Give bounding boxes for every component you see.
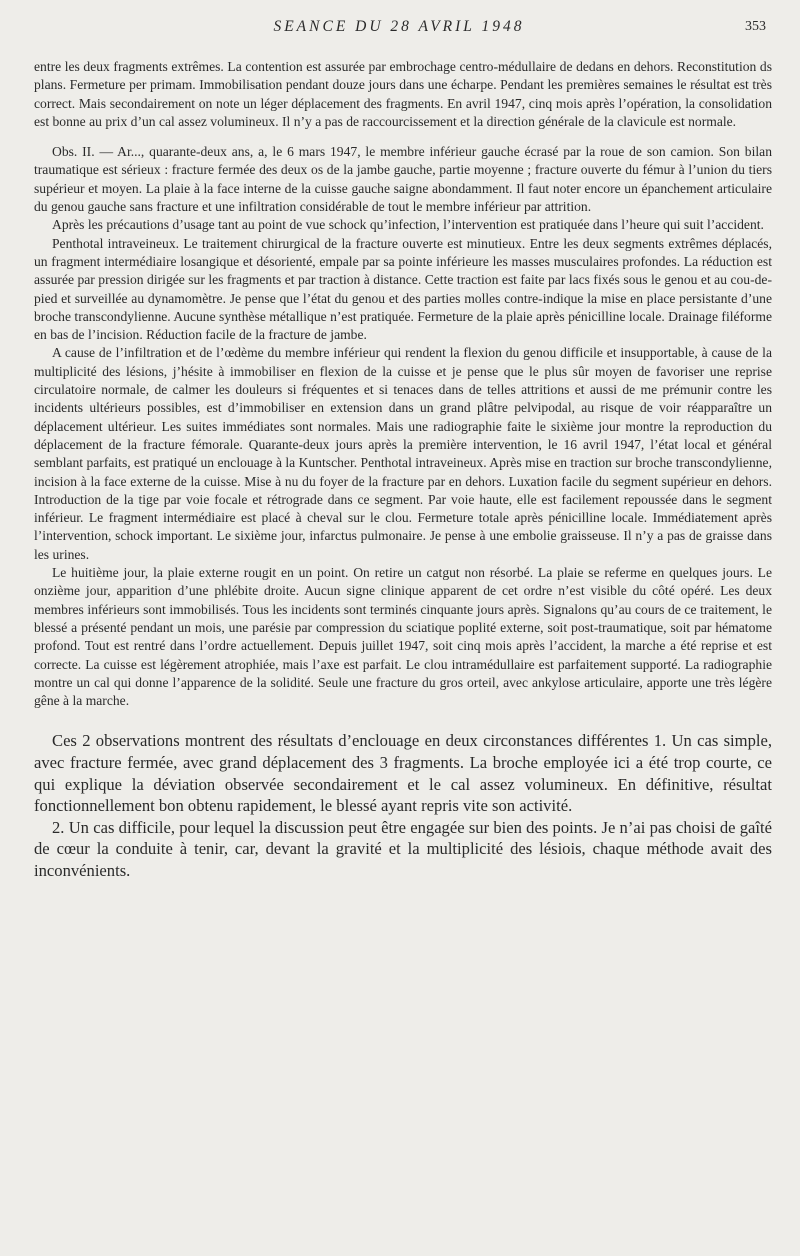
page-number: 353 xyxy=(745,19,766,34)
paragraph-treatment: Penthotal intraveineux. Le traitement chirurgical de la fracture ouverte est minutieux. Entre les deux segments extrêmes déplacés, un fragment intermédiaire losangique et désorienté, empale par sa pointe inférieure les masses musculaires profondes. La réduction est assurée par pression dirigée sur les fragments et par traction à distance. Cette traction est faite par lacs fixés sous le genou et au cou-de-pied et surveillée au dynamomètre. Je pense que l’état du genou et des parties molles contre-indique la mise en place persistante d’une broche transcondylienne. Aucune synthèse métallique n’est pratiquée. Fermeture de la plaie après pénicilline locale. Drainage filéforme en bas de l’incision. Réduction facile de la fracture de jambe. xyxy=(34,235,772,343)
paragraph-eighth-day: Le huitième jour, la plaie externe rougit en un point. On retire un catgut non résorbé. La plaie se referme en quelques jours. Le onzième jour, apparition d’une phlébite droite. Aucun signe clinique apparent de cet ordre n’est visible du côté opéré. Les deux membres inférieurs sont immobilisés. Tous les incidents sont terminés cinquante jours après. Signalons qu’au cours de ce traitement, le blessé a présenté pendant un mois, une parésie par compression du sciatique poplité externe, soit post-traumatique, soit par hématome profond. Tout est rentré dans l’ordre actuellement. Depuis juillet 1947, soit cinq mois après l’accident, la marche a été reprise et est correcte. La cuisse est légèrement atrophiée, mais l’axe est parfait. Le clou intramédullaire est parfaitement supporté. La radiographie montre un cal qui donne l’apparence de la solidité. Seule une fracture du gros orteil, avec ankylose articulaire, apporte une très légère gêne à la marche. xyxy=(34,565,772,709)
running-title: SEANCE DU 28 AVRIL 1948 xyxy=(273,18,525,35)
page-header xyxy=(32,18,766,40)
paragraph-precautions: Après les précautions d’usage tant au point de vue schock qu’infection, l’intervention est pratiquée dans l’heure qui suit l’accident. xyxy=(52,217,764,233)
page-body xyxy=(34,58,772,882)
conclusion-section xyxy=(34,730,772,881)
small-print-section xyxy=(34,58,772,710)
paragraph-infiltration: A cause de l’infiltration et de l’œdème du membre inférieur qui rendent la flexion du genou difficile et insupportable, à cause de la multiplicité des lésions, j’hésite à immobiliser en flexion de la cuisse et je pense que le plus sûr moyen de favoriser une reprise circulatoire normale, de calmer les douleurs si fréquentes et si tenaces dans de telles attritions et aussi de me prémunir contre les incidents ultérieurs possibles, est d’immobiliser en extension dans un grand plâtre pelvipodal, au risque de voir réapparaître un déplacement ultérieur. Les suites immédiates sont normales. Mais une radiographie faite le sixième jour montre la reproduction du déplacement de la fracture fémorale. Quarante-deux jours après la première intervention, le 16 avril 1947, l’état local et général semblant parfaits, est pratiqué un enclouage à la Kuntscher. Penthotal intraveineux. Après mise en traction sur broche transcondylienne, incision à la face externe de la cuisse. Mise à nu du foyer de la fracture par en dehors. Luxation facile du segment supérieur en dehors. Introduction de la tige par voie focale et rétrograde dans ce segment. Par voie haute, elle est facilement repoussée dans le segment inférieur. Le fragment intermédiaire est placé à cheval sur le clou. Fermeture totale après pénicilline locale. Immédiatement après l’intervention, schock important. Le sixième jour, infarctus pulmonaire. Je pense à une embolie graisseuse. Il n’y a pas de graisse dans les urines. xyxy=(34,345,772,562)
paragraph-case-1-end: entre les deux fragments extrêmes. La contention est assurée par embrochage centro-médullaire de dedans en dehors. Reconstitution ds plans. Fermeture per primam. Immobilisation pendant douze jours dans une écharpe. Pendant les premières semaines le résultat est très correct. Mais secondairement on note un léger déplacement des fragments. En avril 1947, cinq mois après l’opération, la consolidation est bonne au prix d’un cal assez volumineux. Il n’y a pas de raccourcissement et la direction générale de la clavicule est normale. xyxy=(34,59,772,129)
paragraph-conclusion-1: Ces 2 observations montrent des résultats d’enclouage en deux circonstances différentes 1. Un cas simple, avec fracture fermée, avec grand déplacement des 3 fragments. La broche employée ici a été trop courte, ce qui explique la déviation observée secondairement et le cal assez volumineux. En définitive, résultat fonctionnellement bon obtenu rapidement, le blessé ayant repris vite son activité. xyxy=(34,731,772,816)
paragraph-observation-2: Obs. II. — Ar..., quarante-deux ans, a, le 6 mars 1947, le membre inférieur gauche écrasé par la roue de son camion. Son bilan traumatique est sérieux : fracture fermée des deux os de la jambe gauche, partie moyenne ; fracture ouverte du fémur à l’union du tiers supérieur et moyen. La plaie à la face interne de la cuisse gauche saigne abondamment. Il faut noter encore un épanchement articulaire du genou gauche sans fracture et une infiltration considérable de tout le membre inférieur par attrition. xyxy=(34,144,772,215)
paragraph-conclusion-2: 2. Un cas difficile, pour lequel la discussion peut être engagée sur bien des points. Je n’ai pas choisi de gaîté de cœur la conduite à tenir, car, devant la gravité et la multiplicité des lésiois, chaque méthode avait des inconvénients. xyxy=(34,817,772,880)
